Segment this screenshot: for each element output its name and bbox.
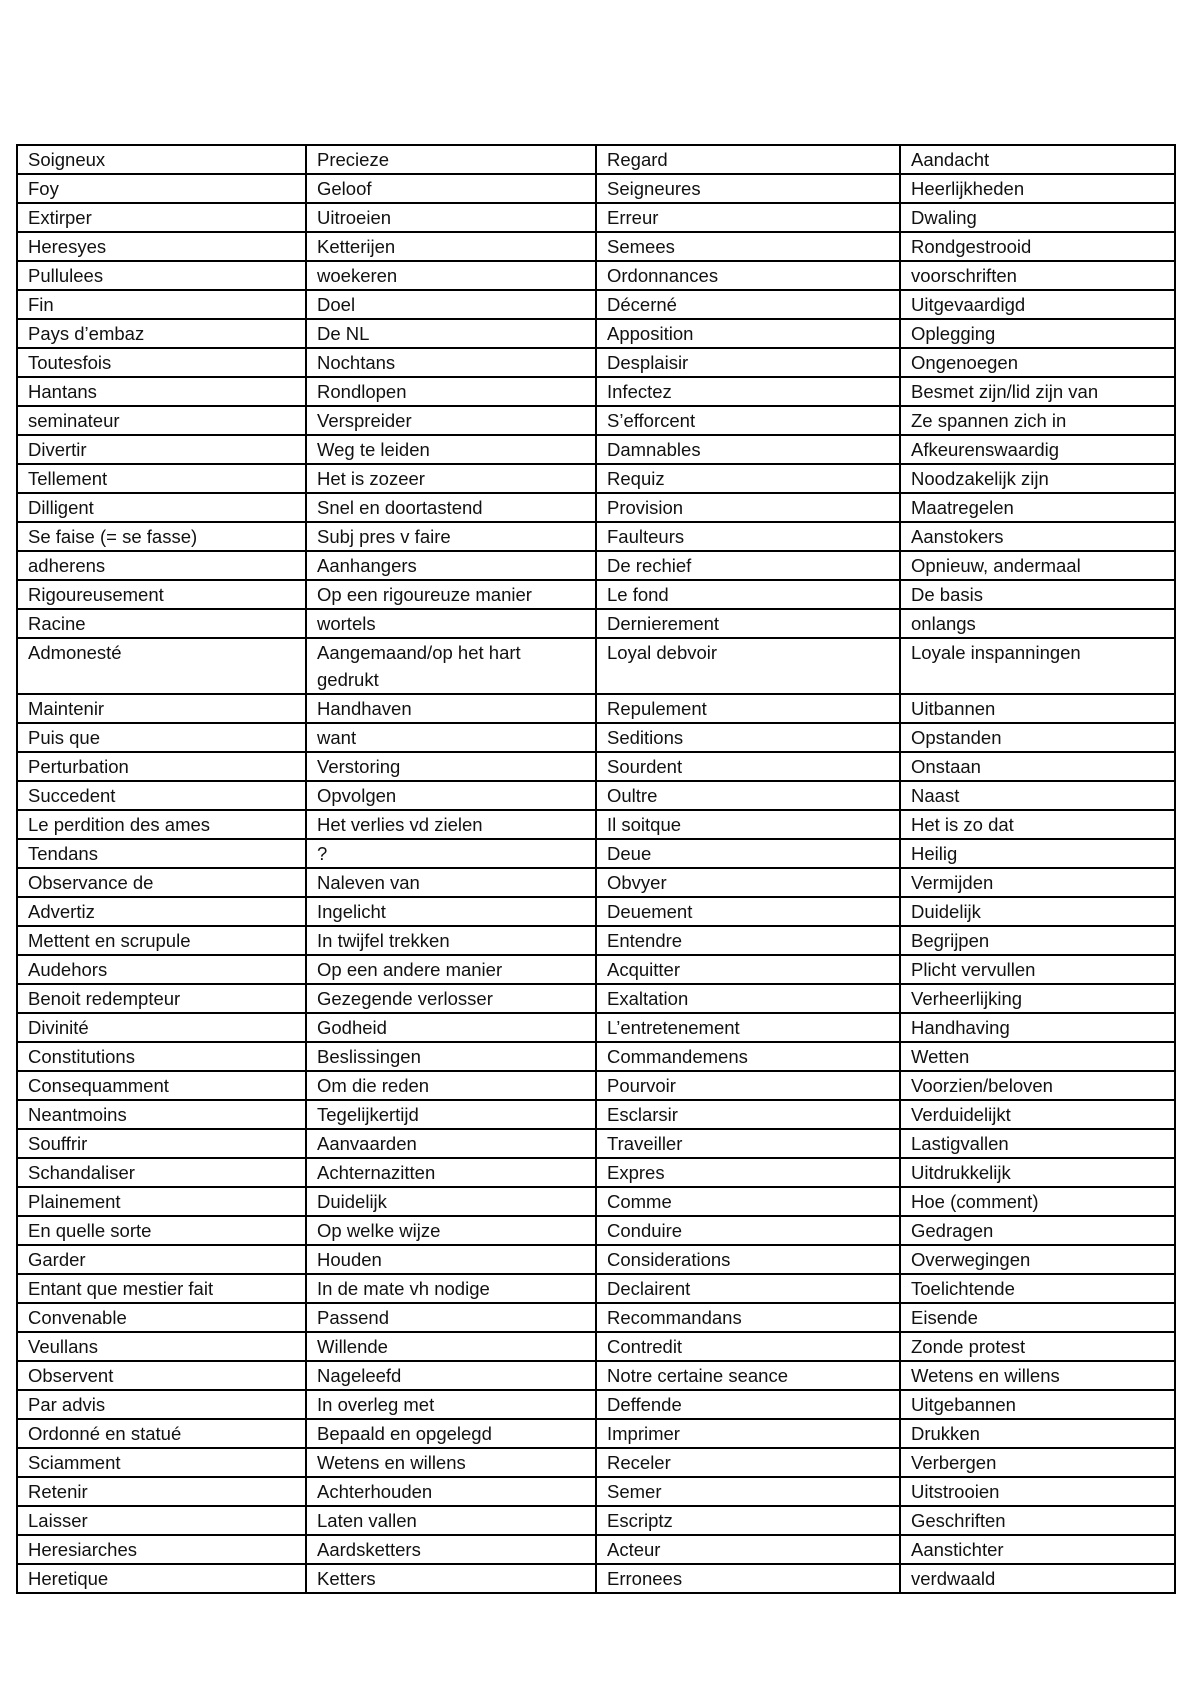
french-term-cell: Neantmoins (17, 1100, 306, 1129)
dutch-translation-cell: Weg te leiden (306, 435, 596, 464)
french-term-cell: Maintenir (17, 694, 306, 723)
dutch-translation-cell: In twijfel trekken (306, 926, 596, 955)
french-term-cell: Extirper (17, 203, 306, 232)
french-term-cell: Expres (596, 1158, 900, 1187)
dutch-translation-cell: Passend (306, 1303, 596, 1332)
table-row (17, 638, 1175, 694)
dutch-translation-cell: Begrijpen (900, 926, 1175, 955)
dutch-translation-cell: Verstoring (306, 752, 596, 781)
dutch-translation-cell: Uitstrooien (900, 1477, 1175, 1506)
table-row (17, 232, 1175, 261)
french-term-cell: Imprimer (596, 1419, 900, 1448)
french-term-cell: Damnables (596, 435, 900, 464)
dutch-translation-cell: Geloof (306, 174, 596, 203)
dutch-translation-cell: Nageleefd (306, 1361, 596, 1390)
dutch-translation-cell: Om die reden (306, 1071, 596, 1100)
table-row (17, 1187, 1175, 1216)
french-term-cell: Heresiarches (17, 1535, 306, 1564)
french-term-cell: Rigoureusement (17, 580, 306, 609)
dutch-translation-cell: Uitgebannen (900, 1390, 1175, 1419)
dutch-translation-cell: Verduidelijkt (900, 1100, 1175, 1129)
dutch-translation-cell: Loyale inspanningen (900, 638, 1175, 694)
french-term-cell: Obvyer (596, 868, 900, 897)
dutch-translation-cell: ? (306, 839, 596, 868)
table-row (17, 897, 1175, 926)
french-term-cell: Mettent en scrupule (17, 926, 306, 955)
french-term-cell: Seigneures (596, 174, 900, 203)
dutch-translation-cell: Plicht vervullen (900, 955, 1175, 984)
french-term-cell: Veullans (17, 1332, 306, 1361)
french-term-cell: Souffrir (17, 1129, 306, 1158)
dutch-translation-cell: Ze spannen zich in (900, 406, 1175, 435)
french-term-cell: Convenable (17, 1303, 306, 1332)
french-term-cell: Exaltation (596, 984, 900, 1013)
table-row (17, 868, 1175, 897)
dutch-translation-cell: Aangemaand/op het hart gedrukt (306, 638, 596, 694)
dutch-translation-cell: Achterhouden (306, 1477, 596, 1506)
dutch-translation-cell: Aanstokers (900, 522, 1175, 551)
dutch-translation-cell: Bepaald en opgelegd (306, 1419, 596, 1448)
french-term-cell: Notre certaine seance (596, 1361, 900, 1390)
dutch-translation-cell: Ketters (306, 1564, 596, 1593)
dutch-translation-cell: Op een rigoureuze manier (306, 580, 596, 609)
french-term-cell: Seditions (596, 723, 900, 752)
dutch-translation-cell: Aanhangers (306, 551, 596, 580)
french-term-cell: Acquitter (596, 955, 900, 984)
dutch-translation-cell: Vermijden (900, 868, 1175, 897)
dutch-translation-cell: Verheerlijking (900, 984, 1175, 1013)
french-term-cell: Oultre (596, 781, 900, 810)
french-term-cell: Hantans (17, 377, 306, 406)
french-term-cell: Heretique (17, 1564, 306, 1593)
french-term-cell: Succedent (17, 781, 306, 810)
dutch-translation-cell: Naleven van (306, 868, 596, 897)
french-term-cell: S’efforcent (596, 406, 900, 435)
french-term-cell: Repulement (596, 694, 900, 723)
dutch-translation-cell: Aanvaarden (306, 1129, 596, 1158)
dutch-translation-cell: Aanstichter (900, 1535, 1175, 1564)
french-term-cell: Requiz (596, 464, 900, 493)
dutch-translation-cell: Hoe (comment) (900, 1187, 1175, 1216)
dutch-translation-cell: Rondlopen (306, 377, 596, 406)
dutch-translation-cell: want (306, 723, 596, 752)
french-term-cell: Commandemens (596, 1042, 900, 1071)
dutch-translation-cell: Op een andere manier (306, 955, 596, 984)
dutch-translation-cell: In de mate vh nodige (306, 1274, 596, 1303)
dutch-translation-cell: Wetens en willens (900, 1361, 1175, 1390)
table-row (17, 752, 1175, 781)
french-term-cell: Advertiz (17, 897, 306, 926)
table-row (17, 261, 1175, 290)
french-term-cell: Observance de (17, 868, 306, 897)
french-term-cell: Le fond (596, 580, 900, 609)
table-row (17, 609, 1175, 638)
french-term-cell: Sourdent (596, 752, 900, 781)
dutch-translation-cell: Opnieuw, andermaal (900, 551, 1175, 580)
french-term-cell: Ordonné en statué (17, 1419, 306, 1448)
dutch-translation-cell: Precieze (306, 145, 596, 174)
dutch-translation-cell: Rondgestrooid (900, 232, 1175, 261)
table-row (17, 1361, 1175, 1390)
french-term-cell: Toutesfois (17, 348, 306, 377)
french-term-cell: Schandaliser (17, 1158, 306, 1187)
french-term-cell: Traveiller (596, 1129, 900, 1158)
french-term-cell: Declairent (596, 1274, 900, 1303)
dutch-translation-cell: Gedragen (900, 1216, 1175, 1245)
french-term-cell: Receler (596, 1448, 900, 1477)
french-term-cell: Entendre (596, 926, 900, 955)
table-row (17, 1303, 1175, 1332)
dutch-translation-cell: Subj pres v faire (306, 522, 596, 551)
dutch-translation-cell: De basis (900, 580, 1175, 609)
table-row (17, 551, 1175, 580)
table-row (17, 955, 1175, 984)
french-term-cell: adherens (17, 551, 306, 580)
dutch-translation-cell: Verspreider (306, 406, 596, 435)
dutch-translation-cell: Doel (306, 290, 596, 319)
dutch-translation-cell: Achternazitten (306, 1158, 596, 1187)
french-term-cell: Deue (596, 839, 900, 868)
table-row (17, 580, 1175, 609)
table-row (17, 522, 1175, 551)
dutch-translation-cell: Eisende (900, 1303, 1175, 1332)
french-term-cell: Laisser (17, 1506, 306, 1535)
table-row (17, 1448, 1175, 1477)
table-row (17, 174, 1175, 203)
french-term-cell: Deffende (596, 1390, 900, 1419)
french-term-cell: Plainement (17, 1187, 306, 1216)
french-term-cell: En quelle sorte (17, 1216, 306, 1245)
dutch-translation-cell: Besmet zijn/lid zijn van (900, 377, 1175, 406)
dutch-translation-cell: Beslissingen (306, 1042, 596, 1071)
dutch-translation-cell: Heerlijkheden (900, 174, 1175, 203)
table-row (17, 1100, 1175, 1129)
table-row (17, 1419, 1175, 1448)
dutch-translation-cell: onlangs (900, 609, 1175, 638)
dutch-translation-cell: Duidelijk (900, 897, 1175, 926)
dutch-translation-cell: Handhaven (306, 694, 596, 723)
table-row (17, 1274, 1175, 1303)
french-term-cell: Apposition (596, 319, 900, 348)
dutch-translation-cell: Heilig (900, 839, 1175, 868)
table-row (17, 493, 1175, 522)
table-row (17, 464, 1175, 493)
table-row (17, 1535, 1175, 1564)
french-term-cell: Il soitque (596, 810, 900, 839)
french-term-cell: Constitutions (17, 1042, 306, 1071)
dutch-translation-cell: woekeren (306, 261, 596, 290)
french-term-cell: Faulteurs (596, 522, 900, 551)
table-row (17, 145, 1175, 174)
dutch-translation-cell: Wetten (900, 1042, 1175, 1071)
table-row (17, 1129, 1175, 1158)
french-term-cell: Acteur (596, 1535, 900, 1564)
dutch-translation-cell: wortels (306, 609, 596, 638)
table-row (17, 781, 1175, 810)
dutch-translation-cell: voorschriften (900, 261, 1175, 290)
french-term-cell: Audehors (17, 955, 306, 984)
dutch-translation-cell: Maatregelen (900, 493, 1175, 522)
dutch-translation-cell: Snel en doortastend (306, 493, 596, 522)
french-term-cell: Ordonnances (596, 261, 900, 290)
dutch-translation-cell: In overleg met (306, 1390, 596, 1419)
french-term-cell: Considerations (596, 1245, 900, 1274)
french-term-cell: Racine (17, 609, 306, 638)
table-row (17, 839, 1175, 868)
dutch-translation-cell: Opvolgen (306, 781, 596, 810)
french-term-cell: Par advis (17, 1390, 306, 1419)
french-term-cell: Tellement (17, 464, 306, 493)
dutch-translation-cell: Verbergen (900, 1448, 1175, 1477)
dutch-translation-cell: Nochtans (306, 348, 596, 377)
dutch-translation-cell: Aardsketters (306, 1535, 596, 1564)
french-term-cell: Comme (596, 1187, 900, 1216)
french-term-cell: Escriptz (596, 1506, 900, 1535)
french-term-cell: Dernierement (596, 609, 900, 638)
dutch-translation-cell: Opstanden (900, 723, 1175, 752)
dutch-translation-cell: Het is zozeer (306, 464, 596, 493)
table-row (17, 694, 1175, 723)
french-term-cell: Garder (17, 1245, 306, 1274)
dutch-translation-cell: De NL (306, 319, 596, 348)
table-row (17, 435, 1175, 464)
dutch-translation-cell: Noodzakelijk zijn (900, 464, 1175, 493)
dutch-translation-cell: Uitroeien (306, 203, 596, 232)
dutch-translation-cell: Overwegingen (900, 1245, 1175, 1274)
dutch-translation-cell: Wetens en willens (306, 1448, 596, 1477)
french-term-cell: Esclarsir (596, 1100, 900, 1129)
french-term-cell: Consequamment (17, 1071, 306, 1100)
french-term-cell: Recommandans (596, 1303, 900, 1332)
french-term-cell: Fin (17, 290, 306, 319)
french-term-cell: Entant que mestier fait (17, 1274, 306, 1303)
dutch-translation-cell: Uitgevaardigd (900, 290, 1175, 319)
dutch-translation-cell: Toelichtende (900, 1274, 1175, 1303)
french-term-cell: Deuement (596, 897, 900, 926)
french-term-cell: Benoit redempteur (17, 984, 306, 1013)
table-row (17, 1013, 1175, 1042)
french-term-cell: Admonesté (17, 638, 306, 694)
dutch-translation-cell: Lastigvallen (900, 1129, 1175, 1158)
dutch-translation-cell: Naast (900, 781, 1175, 810)
french-term-cell: Pullulees (17, 261, 306, 290)
table-row (17, 810, 1175, 839)
french-term-cell: Provision (596, 493, 900, 522)
table-row (17, 1216, 1175, 1245)
french-term-cell: Loyal debvoir (596, 638, 900, 694)
dutch-translation-cell: Dwaling (900, 203, 1175, 232)
french-term-cell: Erronees (596, 1564, 900, 1593)
french-term-cell: Foy (17, 174, 306, 203)
french-term-cell: Pays d’embaz (17, 319, 306, 348)
table-row (17, 926, 1175, 955)
table-row (17, 406, 1175, 435)
french-term-cell: Dilligent (17, 493, 306, 522)
dutch-translation-cell: Ketterijen (306, 232, 596, 261)
dutch-translation-cell: Het verlies vd zielen (306, 810, 596, 839)
dutch-translation-cell: Tegelijkertijd (306, 1100, 596, 1129)
french-term-cell: Erreur (596, 203, 900, 232)
dutch-translation-cell: Ingelicht (306, 897, 596, 926)
dutch-translation-cell: Aandacht (900, 145, 1175, 174)
table-row (17, 1042, 1175, 1071)
dutch-translation-cell: Op welke wijze (306, 1216, 596, 1245)
french-term-cell: Perturbation (17, 752, 306, 781)
french-term-cell: Semer (596, 1477, 900, 1506)
table-row (17, 723, 1175, 752)
french-term-cell: Heresyes (17, 232, 306, 261)
table-row (17, 1477, 1175, 1506)
french-term-cell: Le perdition des ames (17, 810, 306, 839)
french-term-cell: Infectez (596, 377, 900, 406)
french-term-cell: L’entretenement (596, 1013, 900, 1042)
dutch-translation-cell: Onstaan (900, 752, 1175, 781)
dutch-translation-cell: Uitbannen (900, 694, 1175, 723)
table-row (17, 1390, 1175, 1419)
french-term-cell: Se faise (= se fasse) (17, 522, 306, 551)
dutch-translation-cell: verdwaald (900, 1564, 1175, 1593)
dutch-translation-cell: Houden (306, 1245, 596, 1274)
table-row (17, 203, 1175, 232)
dutch-translation-cell: Godheid (306, 1013, 596, 1042)
table-row (17, 1564, 1175, 1593)
french-term-cell: Desplaisir (596, 348, 900, 377)
vocabulary-table (16, 144, 1176, 1594)
dutch-translation-cell: Handhaving (900, 1013, 1175, 1042)
table-row (17, 319, 1175, 348)
table-row (17, 348, 1175, 377)
dutch-translation-cell: Afkeurenswaardig (900, 435, 1175, 464)
table-row (17, 1245, 1175, 1274)
dutch-translation-cell: Geschriften (900, 1506, 1175, 1535)
french-term-cell: Conduire (596, 1216, 900, 1245)
table-row (17, 290, 1175, 319)
french-term-cell: Retenir (17, 1477, 306, 1506)
french-term-cell: Divinité (17, 1013, 306, 1042)
dutch-translation-cell: Oplegging (900, 319, 1175, 348)
dutch-translation-cell: Duidelijk (306, 1187, 596, 1216)
vocabulary-table-body (17, 145, 1175, 1593)
dutch-translation-cell: Uitdrukkelijk (900, 1158, 1175, 1187)
dutch-translation-cell: Ongenoegen (900, 348, 1175, 377)
table-row (17, 1071, 1175, 1100)
french-term-cell: De rechief (596, 551, 900, 580)
dutch-translation-cell: Laten vallen (306, 1506, 596, 1535)
table-row (17, 377, 1175, 406)
dutch-translation-cell: Het is zo dat (900, 810, 1175, 839)
french-term-cell: Sciamment (17, 1448, 306, 1477)
french-term-cell: Contredit (596, 1332, 900, 1361)
dutch-translation-cell: Zonde protest (900, 1332, 1175, 1361)
dutch-translation-cell: Drukken (900, 1419, 1175, 1448)
french-term-cell: Soigneux (17, 145, 306, 174)
dutch-translation-cell: Willende (306, 1332, 596, 1361)
french-term-cell: Tendans (17, 839, 306, 868)
french-term-cell: Pourvoir (596, 1071, 900, 1100)
table-row (17, 984, 1175, 1013)
table-row (17, 1158, 1175, 1187)
table-row (17, 1332, 1175, 1361)
french-term-cell: seminateur (17, 406, 306, 435)
dutch-translation-cell: Voorzien/beloven (900, 1071, 1175, 1100)
french-term-cell: Décerné (596, 290, 900, 319)
french-term-cell: Puis que (17, 723, 306, 752)
french-term-cell: Regard (596, 145, 900, 174)
french-term-cell: Divertir (17, 435, 306, 464)
dutch-translation-cell: Gezegende verlosser (306, 984, 596, 1013)
french-term-cell: Semees (596, 232, 900, 261)
table-row (17, 1506, 1175, 1535)
french-term-cell: Observent (17, 1361, 306, 1390)
